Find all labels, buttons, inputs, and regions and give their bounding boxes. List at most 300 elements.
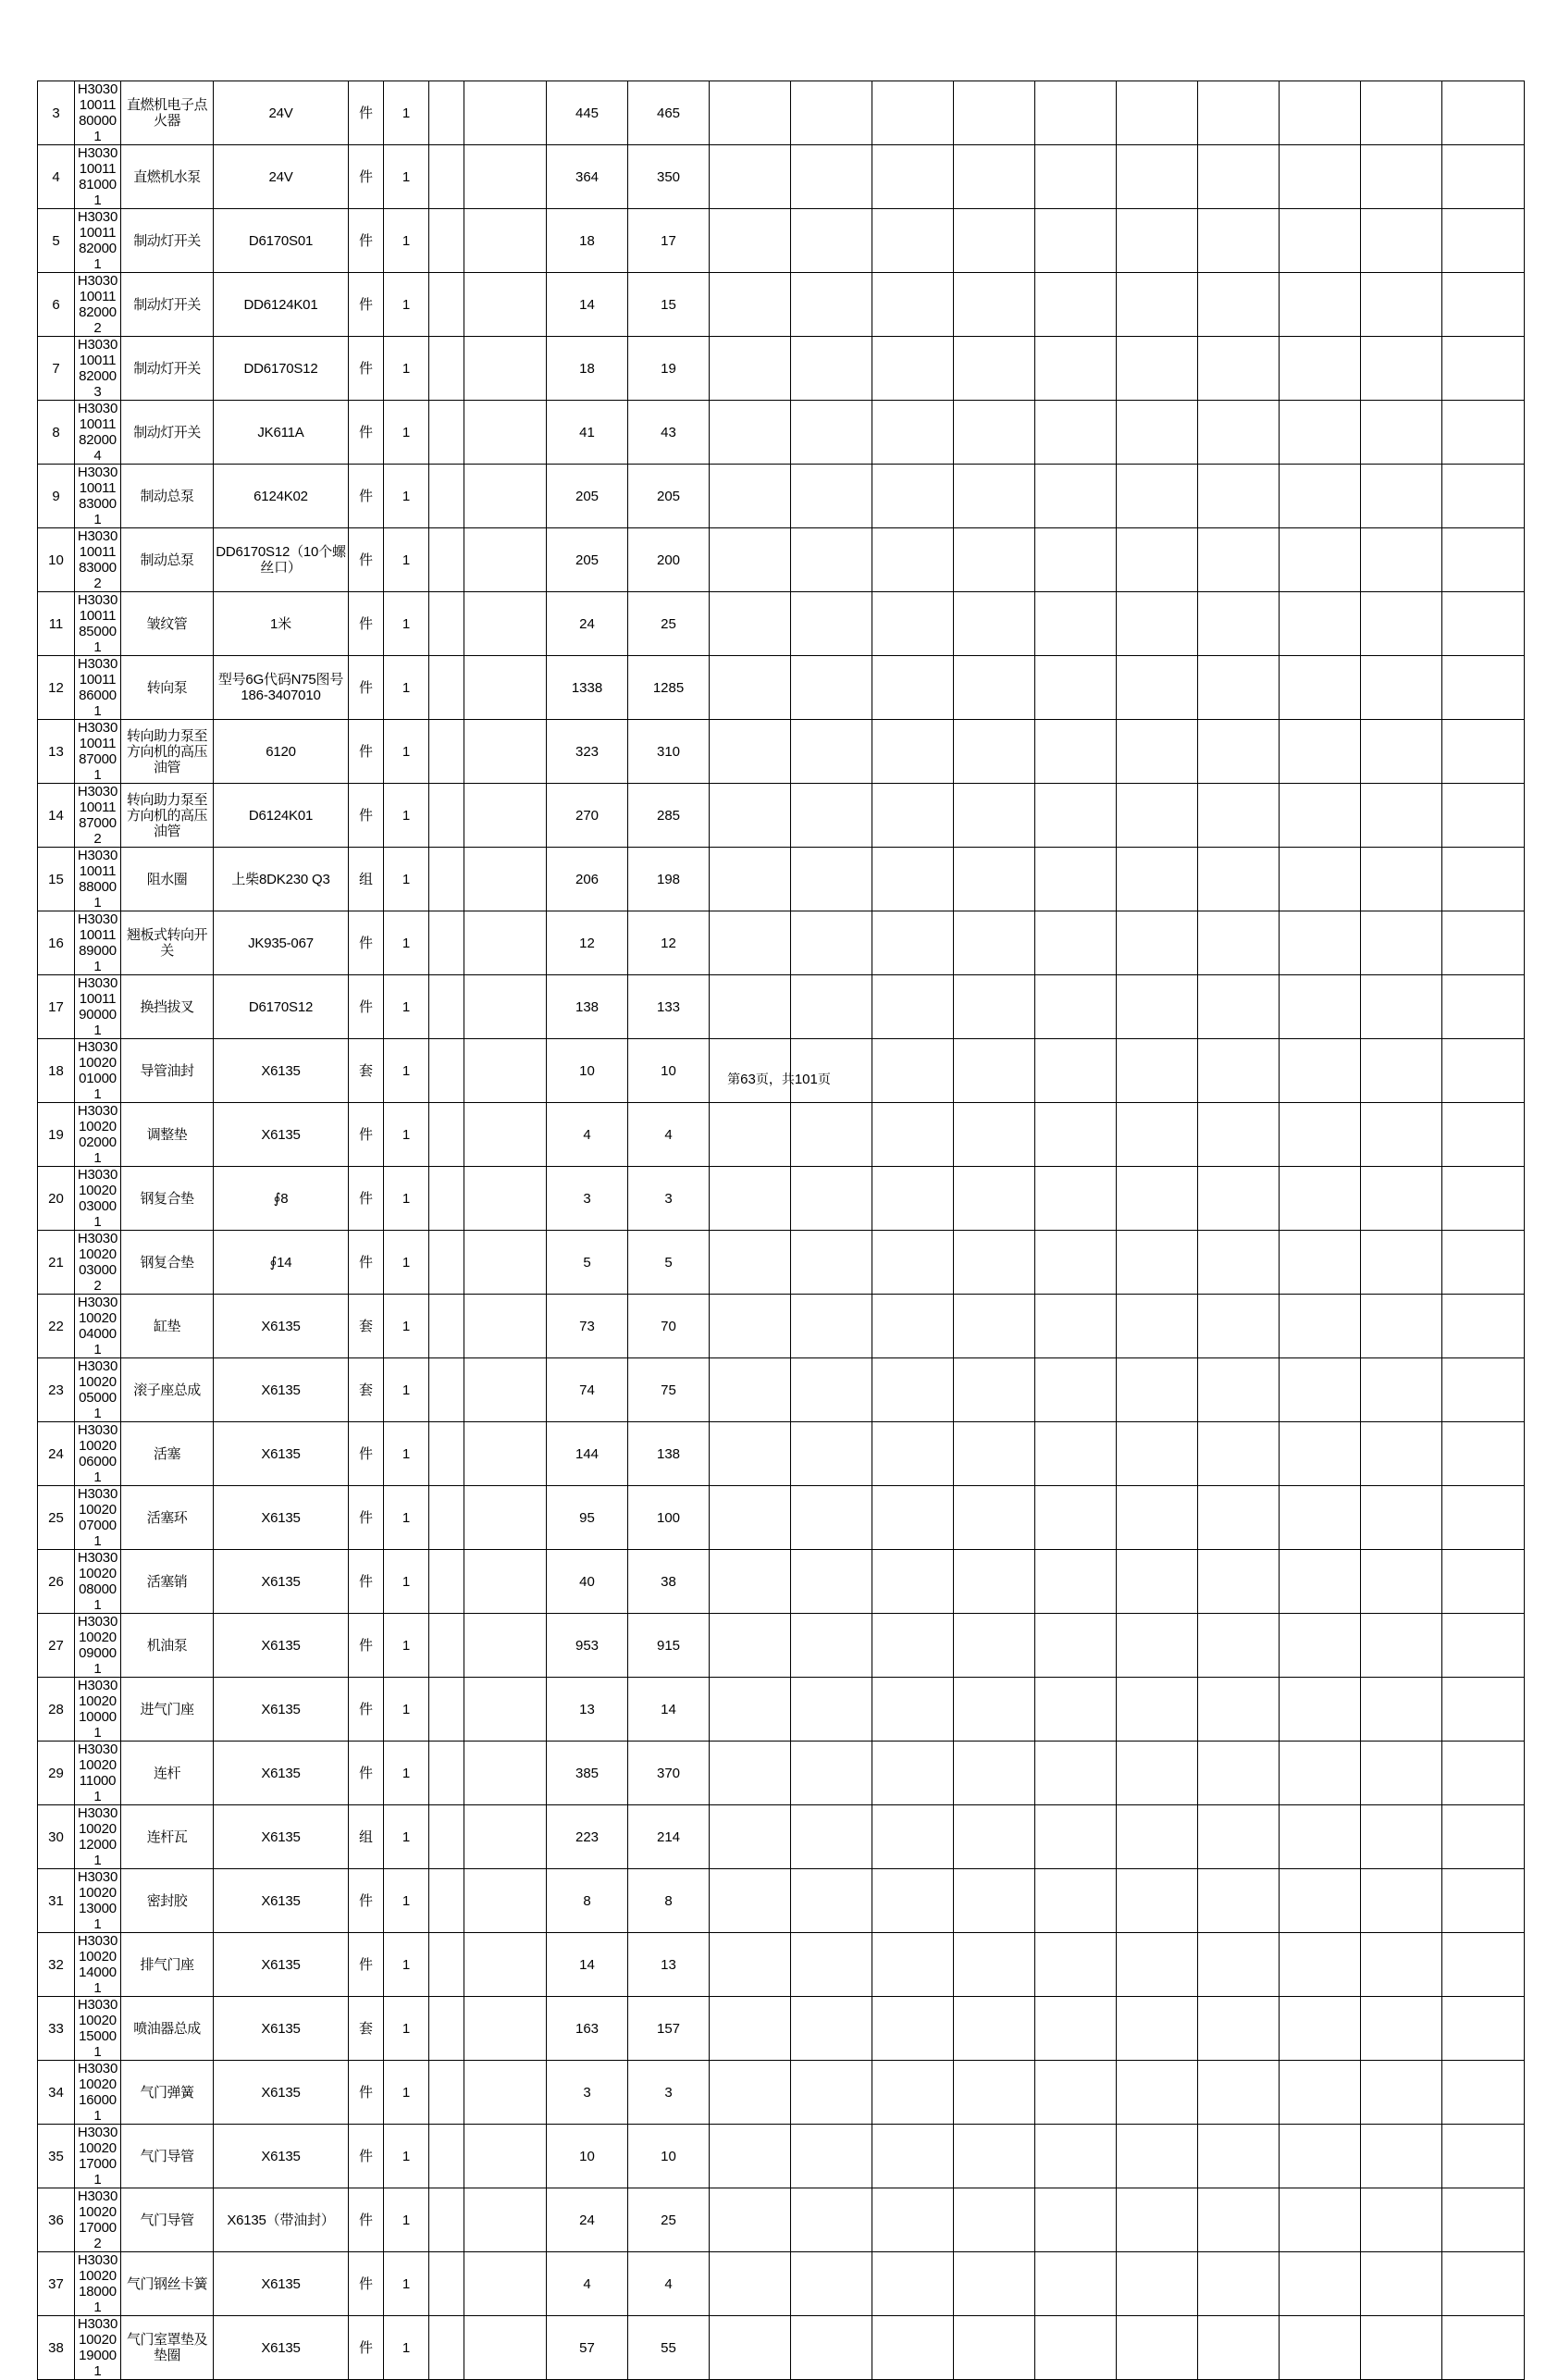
row-empty-cell [1117, 465, 1198, 528]
row-code-cell: H303010011830001 [75, 465, 121, 528]
row-empty-cell [710, 1295, 791, 1358]
row-empty-cell [1117, 1486, 1198, 1550]
row-empty-cell [954, 1103, 1035, 1167]
row-unit-cell: 件 [349, 2252, 384, 2316]
row-spec-cell: D6124K01 [214, 784, 349, 848]
row-seq-cell: 34 [38, 2061, 75, 2125]
row-empty-cell [1280, 848, 1361, 911]
row-empty-cell [791, 1742, 872, 1805]
row-empty-cell [1117, 1614, 1198, 1678]
row-code-cell: H303010011820001 [75, 209, 121, 273]
row-empty-cell [1442, 975, 1525, 1039]
row-empty-cell [1361, 848, 1442, 911]
row-empty-cell [872, 2125, 954, 2188]
row-empty-cell [464, 720, 547, 784]
row-price1-cell: 24 [547, 2188, 628, 2252]
row-price1-cell: 40 [547, 1550, 628, 1614]
row-empty-cell [1280, 720, 1361, 784]
row-empty-cell [1198, 1933, 1280, 1997]
row-empty-cell [1117, 209, 1198, 273]
row-code-cell: H303010011860001 [75, 656, 121, 720]
row-seq-cell: 17 [38, 975, 75, 1039]
row-code-cell: H303010011870001 [75, 720, 121, 784]
row-price2-cell: 55 [628, 2316, 710, 2380]
row-qty-cell: 1 [384, 975, 429, 1039]
row-empty-cell [1442, 1933, 1525, 1997]
row-empty-cell [954, 1358, 1035, 1422]
row-spec-cell: D6170S01 [214, 209, 349, 273]
row-spec-cell: X6135 [214, 1869, 349, 1933]
row-unit-cell: 件 [349, 1742, 384, 1805]
row-price1-cell: 445 [547, 81, 628, 145]
row-empty-cell [1361, 465, 1442, 528]
row-seq-cell: 5 [38, 209, 75, 273]
table-row [38, 2125, 1525, 2188]
row-empty-cell [1280, 528, 1361, 592]
row-empty-cell [710, 465, 791, 528]
row-price1-cell: 364 [547, 145, 628, 209]
row-empty-cell [464, 209, 547, 273]
row-seq-cell: 22 [38, 1295, 75, 1358]
row-empty-cell [464, 1486, 547, 1550]
row-empty-cell [872, 911, 954, 975]
row-empty-cell [1361, 911, 1442, 975]
row-empty-cell [872, 1103, 954, 1167]
row-empty-cell [872, 1167, 954, 1231]
row-empty-cell [429, 1614, 464, 1678]
row-empty-cell [1117, 1422, 1198, 1486]
row-empty-cell [1117, 1358, 1198, 1422]
row-empty-cell [872, 1742, 954, 1805]
row-empty-cell [791, 465, 872, 528]
row-code-cell: H303010011800001 [75, 81, 121, 145]
row-qty-cell: 1 [384, 2316, 429, 2380]
row-code-cell: H303010011820004 [75, 401, 121, 465]
row-price2-cell: 310 [628, 720, 710, 784]
row-empty-cell [464, 848, 547, 911]
row-empty-cell [1035, 2061, 1117, 2125]
row-empty-cell [872, 145, 954, 209]
row-empty-cell [1035, 2252, 1117, 2316]
row-empty-cell [429, 401, 464, 465]
row-empty-cell [1442, 1997, 1525, 2061]
row-name-cell: 排气门座 [121, 1933, 214, 1997]
row-empty-cell [1198, 1295, 1280, 1358]
row-price1-cell: 205 [547, 528, 628, 592]
row-empty-cell [429, 1805, 464, 1869]
table-row [38, 1358, 1525, 1422]
row-empty-cell [1035, 1997, 1117, 2061]
row-price1-cell: 74 [547, 1358, 628, 1422]
row-empty-cell [1442, 528, 1525, 592]
row-empty-cell [429, 273, 464, 337]
row-empty-cell [1198, 1997, 1280, 2061]
row-price1-cell: 12 [547, 911, 628, 975]
row-empty-cell [464, 401, 547, 465]
row-empty-cell [464, 2188, 547, 2252]
row-unit-cell: 件 [349, 2125, 384, 2188]
row-empty-cell [872, 1614, 954, 1678]
row-empty-cell [710, 401, 791, 465]
row-unit-cell: 套 [349, 1997, 384, 2061]
row-name-cell: 调整垫 [121, 1103, 214, 1167]
row-empty-cell [710, 337, 791, 401]
row-empty-cell [1035, 1933, 1117, 1997]
row-empty-cell [464, 975, 547, 1039]
row-empty-cell [1117, 1933, 1198, 1997]
row-empty-cell [429, 975, 464, 1039]
row-empty-cell [710, 784, 791, 848]
row-empty-cell [710, 1103, 791, 1167]
row-unit-cell: 件 [349, 1614, 384, 1678]
row-empty-cell [1198, 465, 1280, 528]
table-row [38, 401, 1525, 465]
row-price2-cell: 4 [628, 1103, 710, 1167]
row-empty-cell [1117, 656, 1198, 720]
row-seq-cell: 33 [38, 1997, 75, 2061]
row-empty-cell [464, 81, 547, 145]
row-empty-cell [1198, 975, 1280, 1039]
row-name-cell: 导管油封 [121, 1039, 214, 1103]
row-price1-cell: 24 [547, 592, 628, 656]
row-name-cell: 翘板式转向开关 [121, 911, 214, 975]
row-qty-cell: 1 [384, 1550, 429, 1614]
row-code-cell: H303010020170002 [75, 2188, 121, 2252]
row-qty-cell: 1 [384, 1103, 429, 1167]
row-empty-cell [710, 1742, 791, 1805]
row-price1-cell: 385 [547, 1742, 628, 1805]
row-code-cell: H303010020030002 [75, 1231, 121, 1295]
row-qty-cell: 1 [384, 337, 429, 401]
row-empty-cell [1361, 1742, 1442, 1805]
row-empty-cell [1198, 273, 1280, 337]
row-qty-cell: 1 [384, 2252, 429, 2316]
row-empty-cell [1035, 465, 1117, 528]
row-empty-cell [1198, 1103, 1280, 1167]
row-empty-cell [710, 2316, 791, 2380]
row-empty-cell [954, 1550, 1035, 1614]
row-empty-cell [429, 209, 464, 273]
row-empty-cell [710, 2252, 791, 2316]
row-seq-cell: 3 [38, 81, 75, 145]
row-qty-cell: 1 [384, 1167, 429, 1231]
row-empty-cell [1361, 784, 1442, 848]
row-empty-cell [954, 1295, 1035, 1358]
row-empty-cell [1280, 1103, 1361, 1167]
row-price1-cell: 5 [547, 1231, 628, 1295]
row-unit-cell: 件 [349, 1869, 384, 1933]
row-code-cell: H303010011850001 [75, 592, 121, 656]
row-seq-cell: 26 [38, 1550, 75, 1614]
row-unit-cell: 件 [349, 592, 384, 656]
row-empty-cell [872, 209, 954, 273]
row-code-cell: H303010020010001 [75, 1039, 121, 1103]
row-spec-cell: D6170S12 [214, 975, 349, 1039]
row-seq-cell: 30 [38, 1805, 75, 1869]
row-empty-cell [1442, 1614, 1525, 1678]
table-row [38, 1933, 1525, 1997]
row-empty-cell [1361, 145, 1442, 209]
table-row [38, 2252, 1525, 2316]
row-empty-cell [872, 401, 954, 465]
row-price2-cell: 214 [628, 1805, 710, 1869]
row-empty-cell [1361, 273, 1442, 337]
row-name-cell: 密封胶 [121, 1869, 214, 1933]
row-empty-cell [1280, 975, 1361, 1039]
row-empty-cell [710, 1997, 791, 2061]
row-empty-cell [954, 273, 1035, 337]
row-empty-cell [429, 1295, 464, 1358]
row-spec-cell: X6135 [214, 2125, 349, 2188]
row-empty-cell [1035, 209, 1117, 273]
row-empty-cell [1117, 2252, 1198, 2316]
row-empty-cell [1361, 209, 1442, 273]
row-empty-cell [791, 2061, 872, 2125]
row-empty-cell [1198, 656, 1280, 720]
row-price2-cell: 17 [628, 209, 710, 273]
row-code-cell: H303010020170001 [75, 2125, 121, 2188]
row-empty-cell [1361, 1295, 1442, 1358]
row-spec-cell: X6135 [214, 1039, 349, 1103]
row-name-cell: 制动灯开关 [121, 273, 214, 337]
row-price1-cell: 206 [547, 848, 628, 911]
row-qty-cell: 1 [384, 848, 429, 911]
row-price1-cell: 953 [547, 1614, 628, 1678]
row-empty-cell [954, 1422, 1035, 1486]
row-seq-cell: 38 [38, 2316, 75, 2380]
row-empty-cell [710, 145, 791, 209]
row-name-cell: 钢复合垫 [121, 1231, 214, 1295]
row-price2-cell: 3 [628, 1167, 710, 1231]
row-empty-cell [1035, 145, 1117, 209]
row-empty-cell [1198, 337, 1280, 401]
row-empty-cell [710, 656, 791, 720]
row-empty-cell [1117, 1295, 1198, 1358]
row-name-cell: 气门弹簧 [121, 2061, 214, 2125]
row-empty-cell [464, 2316, 547, 2380]
row-spec-cell: X6135 [214, 1933, 349, 1997]
row-name-cell: 活塞 [121, 1422, 214, 1486]
row-unit-cell: 件 [349, 784, 384, 848]
row-empty-cell [1035, 2188, 1117, 2252]
row-empty-cell [710, 2061, 791, 2125]
row-empty-cell [791, 975, 872, 1039]
row-empty-cell [954, 720, 1035, 784]
row-empty-cell [1280, 465, 1361, 528]
row-empty-cell [1442, 401, 1525, 465]
row-empty-cell [464, 1358, 547, 1422]
row-spec-cell: X6135 [214, 1742, 349, 1805]
row-code-cell: H303010020030001 [75, 1167, 121, 1231]
row-empty-cell [791, 401, 872, 465]
row-price1-cell: 57 [547, 2316, 628, 2380]
row-empty-cell [1280, 1167, 1361, 1231]
row-empty-cell [710, 911, 791, 975]
footer-suffix: 页 [817, 1072, 831, 1087]
row-empty-cell [954, 1805, 1035, 1869]
row-code-cell: H303010020070001 [75, 1486, 121, 1550]
row-seq-cell: 20 [38, 1167, 75, 1231]
row-empty-cell [954, 848, 1035, 911]
table-row [38, 1614, 1525, 1678]
row-empty-cell [464, 1933, 547, 1997]
row-empty-cell [1198, 1742, 1280, 1805]
row-empty-cell [1280, 911, 1361, 975]
row-empty-cell [1035, 1422, 1117, 1486]
row-empty-cell [872, 1231, 954, 1295]
table-row [38, 1997, 1525, 2061]
row-empty-cell [1442, 145, 1525, 209]
row-name-cell: 气门室罩垫及垫圈 [121, 2316, 214, 2380]
row-unit-cell: 件 [349, 337, 384, 401]
row-code-cell: H303010020160001 [75, 2061, 121, 2125]
row-empty-cell [1442, 784, 1525, 848]
row-empty-cell [1361, 1933, 1442, 1997]
row-spec-cell: 24V [214, 81, 349, 145]
row-unit-cell: 件 [349, 720, 384, 784]
row-price2-cell: 200 [628, 528, 710, 592]
row-empty-cell [954, 1167, 1035, 1231]
row-empty-cell [872, 1805, 954, 1869]
row-empty-cell [429, 465, 464, 528]
row-empty-cell [791, 337, 872, 401]
table-row [38, 911, 1525, 975]
row-empty-cell [464, 2061, 547, 2125]
row-empty-cell [1117, 81, 1198, 145]
row-empty-cell [464, 656, 547, 720]
row-empty-cell [954, 1614, 1035, 1678]
row-price2-cell: 915 [628, 1614, 710, 1678]
row-empty-cell [429, 1997, 464, 2061]
row-empty-cell [1442, 2252, 1525, 2316]
row-empty-cell [1198, 528, 1280, 592]
row-empty-cell [1198, 401, 1280, 465]
row-empty-cell [791, 2252, 872, 2316]
row-empty-cell [429, 337, 464, 401]
row-unit-cell: 组 [349, 848, 384, 911]
row-name-cell: 气门钢丝卡簧 [121, 2252, 214, 2316]
row-empty-cell [1117, 1231, 1198, 1295]
row-empty-cell [1117, 1550, 1198, 1614]
row-code-cell: H303010020050001 [75, 1358, 121, 1422]
row-empty-cell [1361, 81, 1442, 145]
row-empty-cell [1198, 2188, 1280, 2252]
row-empty-cell [1442, 1231, 1525, 1295]
row-empty-cell [872, 1869, 954, 1933]
row-unit-cell: 套 [349, 1039, 384, 1103]
row-price1-cell: 3 [547, 1167, 628, 1231]
row-price2-cell: 38 [628, 1550, 710, 1614]
table-row [38, 1805, 1525, 1869]
row-empty-cell [791, 720, 872, 784]
row-price2-cell: 205 [628, 465, 710, 528]
row-spec-cell: 型号6G代码N75图号186-3407010 [214, 656, 349, 720]
row-seq-cell: 31 [38, 1869, 75, 1933]
row-qty-cell: 1 [384, 720, 429, 784]
row-empty-cell [464, 1805, 547, 1869]
table-row [38, 1422, 1525, 1486]
row-name-cell: 制动灯开关 [121, 337, 214, 401]
row-empty-cell [872, 2252, 954, 2316]
row-empty-cell [1198, 784, 1280, 848]
row-name-cell: 阻水圈 [121, 848, 214, 911]
row-spec-cell: ∮14 [214, 1231, 349, 1295]
row-qty-cell: 1 [384, 1295, 429, 1358]
row-seq-cell: 21 [38, 1231, 75, 1295]
row-empty-cell [1117, 2188, 1198, 2252]
row-empty-cell [1280, 2061, 1361, 2125]
row-empty-cell [872, 1358, 954, 1422]
row-empty-cell [1361, 528, 1442, 592]
row-qty-cell: 1 [384, 1486, 429, 1550]
row-empty-cell [872, 1486, 954, 1550]
row-empty-cell [429, 1167, 464, 1231]
row-empty-cell [429, 2125, 464, 2188]
row-empty-cell [710, 592, 791, 656]
row-price2-cell: 10 [628, 2125, 710, 2188]
row-code-cell: H303010020180001 [75, 2252, 121, 2316]
row-qty-cell: 1 [384, 2125, 429, 2188]
row-empty-cell [1442, 848, 1525, 911]
row-price2-cell: 5 [628, 1231, 710, 1295]
row-spec-cell: X6135 [214, 1486, 349, 1550]
table-row [38, 656, 1525, 720]
row-empty-cell [464, 1614, 547, 1678]
row-qty-cell: 1 [384, 1805, 429, 1869]
row-empty-cell [1361, 1869, 1442, 1933]
row-empty-cell [1361, 1167, 1442, 1231]
row-empty-cell [1117, 337, 1198, 401]
row-spec-cell: DD6170S12 [214, 337, 349, 401]
row-name-cell: 连杆 [121, 1742, 214, 1805]
row-empty-cell [954, 528, 1035, 592]
row-unit-cell: 件 [349, 2188, 384, 2252]
row-empty-cell [429, 911, 464, 975]
row-seq-cell: 24 [38, 1422, 75, 1486]
row-seq-cell: 8 [38, 401, 75, 465]
row-empty-cell [1442, 2188, 1525, 2252]
row-name-cell: 活塞销 [121, 1550, 214, 1614]
row-unit-cell: 套 [349, 1358, 384, 1422]
row-seq-cell: 37 [38, 2252, 75, 2316]
row-empty-cell [710, 720, 791, 784]
row-empty-cell [954, 1486, 1035, 1550]
row-empty-cell [464, 465, 547, 528]
row-price1-cell: 18 [547, 209, 628, 273]
row-empty-cell [1117, 1869, 1198, 1933]
row-name-cell: 喷油器总成 [121, 1997, 214, 2061]
row-empty-cell [1117, 401, 1198, 465]
row-qty-cell: 1 [384, 1678, 429, 1742]
row-empty-cell [464, 1167, 547, 1231]
row-name-cell: 制动灯开关 [121, 209, 214, 273]
row-empty-cell [1035, 1869, 1117, 1933]
row-empty-cell [429, 1103, 464, 1167]
row-empty-cell [1361, 1678, 1442, 1742]
row-price2-cell: 25 [628, 592, 710, 656]
row-empty-cell [429, 1231, 464, 1295]
row-empty-cell [1280, 1997, 1361, 2061]
row-price1-cell: 1338 [547, 656, 628, 720]
row-empty-cell [464, 2252, 547, 2316]
row-code-cell: H303010020040001 [75, 1295, 121, 1358]
row-code-cell: H303010011830002 [75, 528, 121, 592]
row-empty-cell [1035, 975, 1117, 1039]
row-empty-cell [791, 1805, 872, 1869]
row-empty-cell [954, 592, 1035, 656]
row-empty-cell [791, 911, 872, 975]
row-name-cell: 直燃机电子点火器 [121, 81, 214, 145]
